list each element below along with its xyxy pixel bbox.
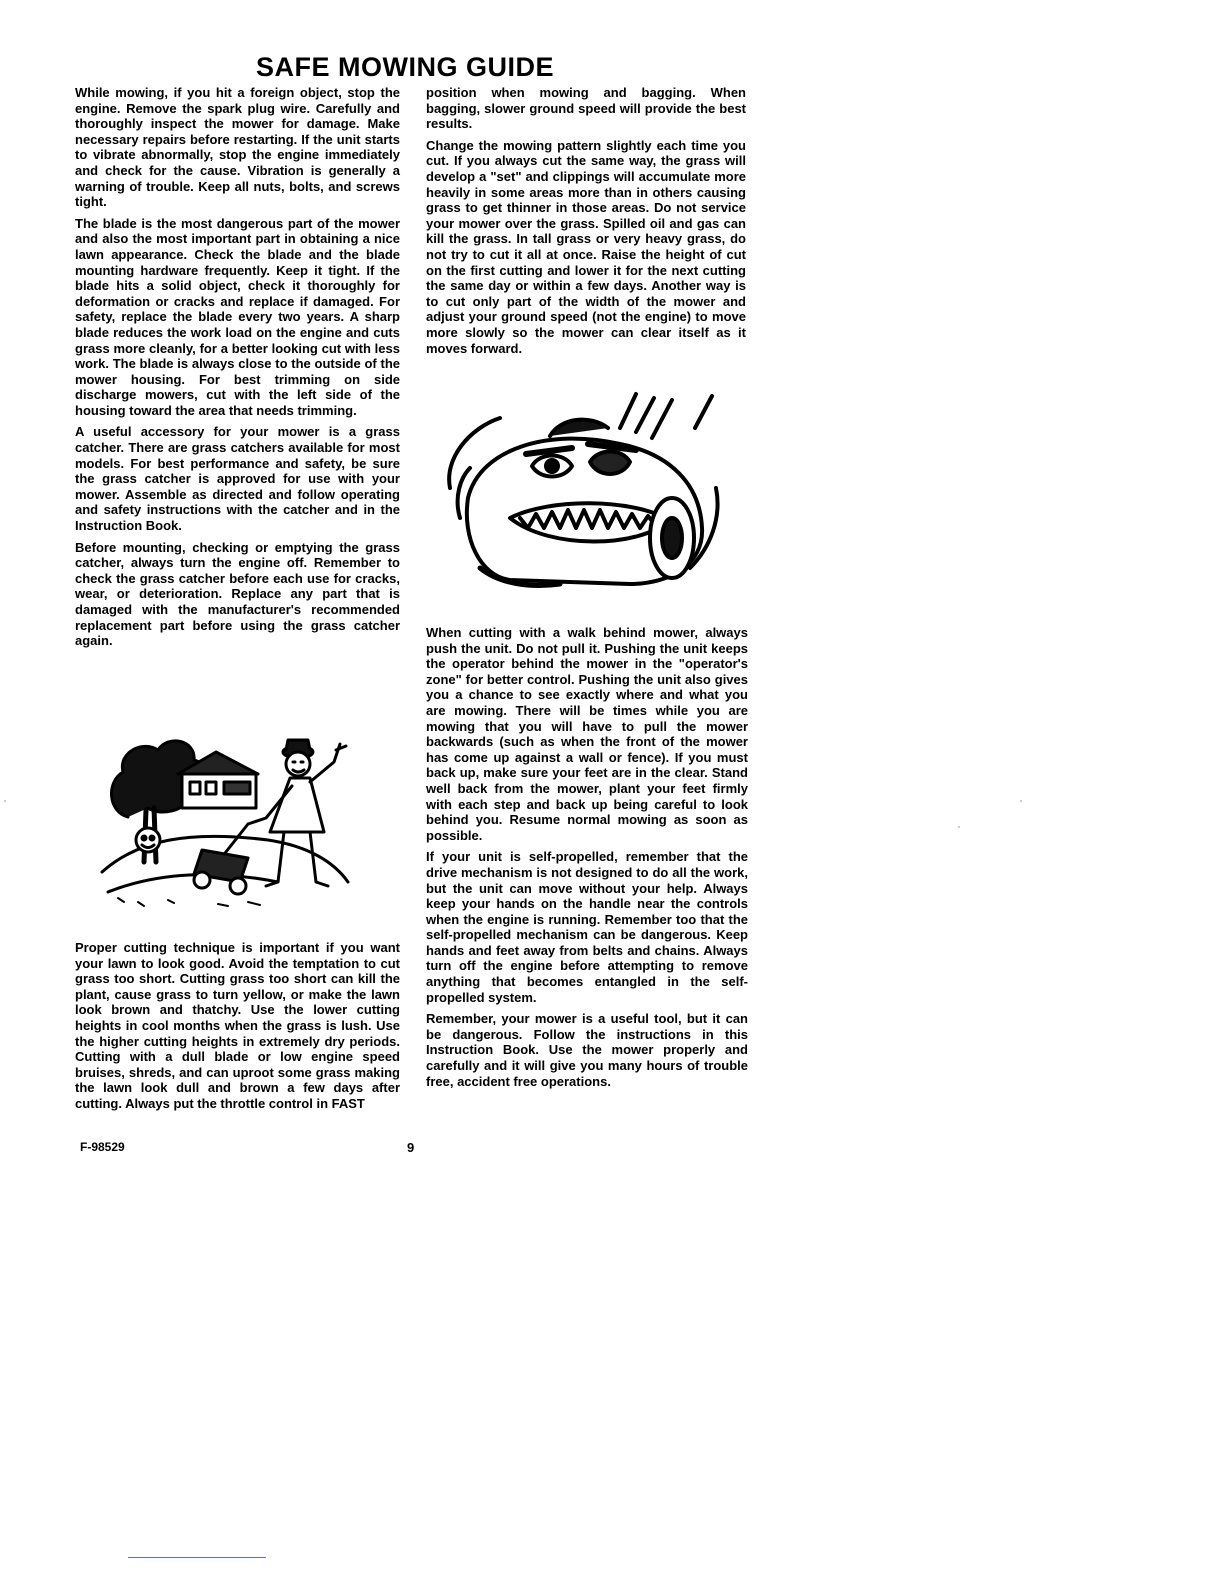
paragraph-useful-tool: Remember, your mower is a useful tool, but it can be dangerous. Follow the instructions in this Instruction Book. Use the mower properly and carefully and it will give you many hours of trouble free, accident free operations. xyxy=(426,1011,748,1089)
paragraph-walk-behind: When cutting with a walk behind mower, always push the unit. Do not pull it. Pushing the unit keeps the operator behind the mower in the "operator's zone" for better control. Pushing the unit also gives you a chance to see exactly where and what you are mowing. There will be times while you are mowing that you will have to pull the mower backwards (such as when the front of the mower has come up against a wall or fence). If you must back up, make sure your feet are in the clear. Stand well back from the mower, plant your feet firmly with each step and back up being careful to look behind you. Resume normal mowing as soon as possible. xyxy=(426,625,748,843)
paragraph-grass-catcher: A useful accessory for your mower is a grass catcher. There are grass catchers available for most models. For best performance and safety, be sure the grass catcher is approved for use with your mower. Assemble as directed and follow operating and safety instructions with the catcher and in the Instruction Book. xyxy=(75,424,400,534)
right-column-top xyxy=(426,85,746,362)
page-title: SAFE MOWING GUIDE xyxy=(256,52,554,82)
bottom-rule xyxy=(128,1557,266,1558)
scan-speck xyxy=(958,826,960,828)
scan-speck xyxy=(1020,800,1022,802)
man-mowing-illustration xyxy=(98,722,356,912)
paragraph-mowing-pattern: Change the mowing pattern slightly each time you cut. If you always cut the same way, the grass will develop a "set" and clippings will accumulate more heavily in some areas more than in others causing grass to get thinner in those areas. Do not service your mower over the grass. Spilled oil and gas can kill the grass. In tall grass or very heavy grass, do not try to cut it all at once. Raise the height of cut on the first cutting and lower it for the next cutting the same day or within a few days. Another way is to cut only part of the width of the mower and adjust your ground speed (not the engine) to move more slowly so the mower can clear itself as it moves forward. xyxy=(426,137,746,356)
right-column-bottom xyxy=(426,625,748,1095)
paragraph-blade: The blade is the most dangerous part of the mower and also the most important part in obtaining a nice lawn appearance. Check the blade and the blade mounting hardware frequently. Keep it tight. If the blade hits a solid object, check it thoroughly for deformation or cracks and replace if damaged. For safety, replace the blade every two years. A sharp blade reduces the work load on the engine and cuts grass more cleanly, for a better looking cut with less work. The blade is always close to the outside of the mower housing. For best trimming on side discharge mowers, cut with the left side of the housing toward the area that needs trimming. xyxy=(75,215,400,418)
angry-mower-illustration xyxy=(440,388,730,598)
paragraph-cutting-technique: Proper cutting technique is important if you want your lawn to look good. Avoid the temptation to cut grass too short. Cutting grass too short can kill the plant, cause grass to turn yellow, or make the lawn look brown and thatchy. Use the lower cutting heights in cool months when the grass is lush. Use the higher cutting heights in extremely dry periods. Cutting with a dull blade or low engine speed bruises, shreds, and can uproot some grass making the lawn look dull and brown a few days after cutting. Always put the throttle control in FAST xyxy=(75,940,400,1111)
left-column-top xyxy=(75,85,400,655)
page-number: 9 xyxy=(407,1140,415,1155)
paragraph-self-propelled: If your unit is self-propelled, remember that the drive mechanism is not designed to do all the work, but the unit can move without your help. Always keep your hands on the handle near the controls when the engine is running. Remember too that the self-propelled mechanism can be dangerous. Keep hands and feet away from belts and chains. Always turn off the engine before attempting to remove anything that becomes entangled in the self-propelled system. xyxy=(426,849,748,1005)
left-column-bottom xyxy=(75,940,400,1118)
document-code: F-98529 xyxy=(80,1140,125,1154)
paragraph-foreign-object: While mowing, if you hit a foreign object, stop the engine. Remove the spark plug wire. Carefully and thoroughly inspect the mower for damage. Make necessary repairs before restarting. If the unit starts to vibrate abnormally, stop the engine immediately and check for the cause. Vibration is generally a warning of trouble. Keep all nuts, bolts, and screws tight. xyxy=(75,85,400,210)
paragraph-catcher-check: Before mounting, checking or emptying the grass catcher, always turn the engine off. Remember to check the grass catcher before each use for cracks, wear, or deterioration. Replace any part that is damaged with the manufacturer's recommended replacement part before using the grass catcher again. xyxy=(75,539,400,649)
paragraph-bagging-position: position when mowing and bagging. When bagging, slower ground speed will provide the best results. xyxy=(426,85,746,132)
scan-speck xyxy=(4,800,6,802)
